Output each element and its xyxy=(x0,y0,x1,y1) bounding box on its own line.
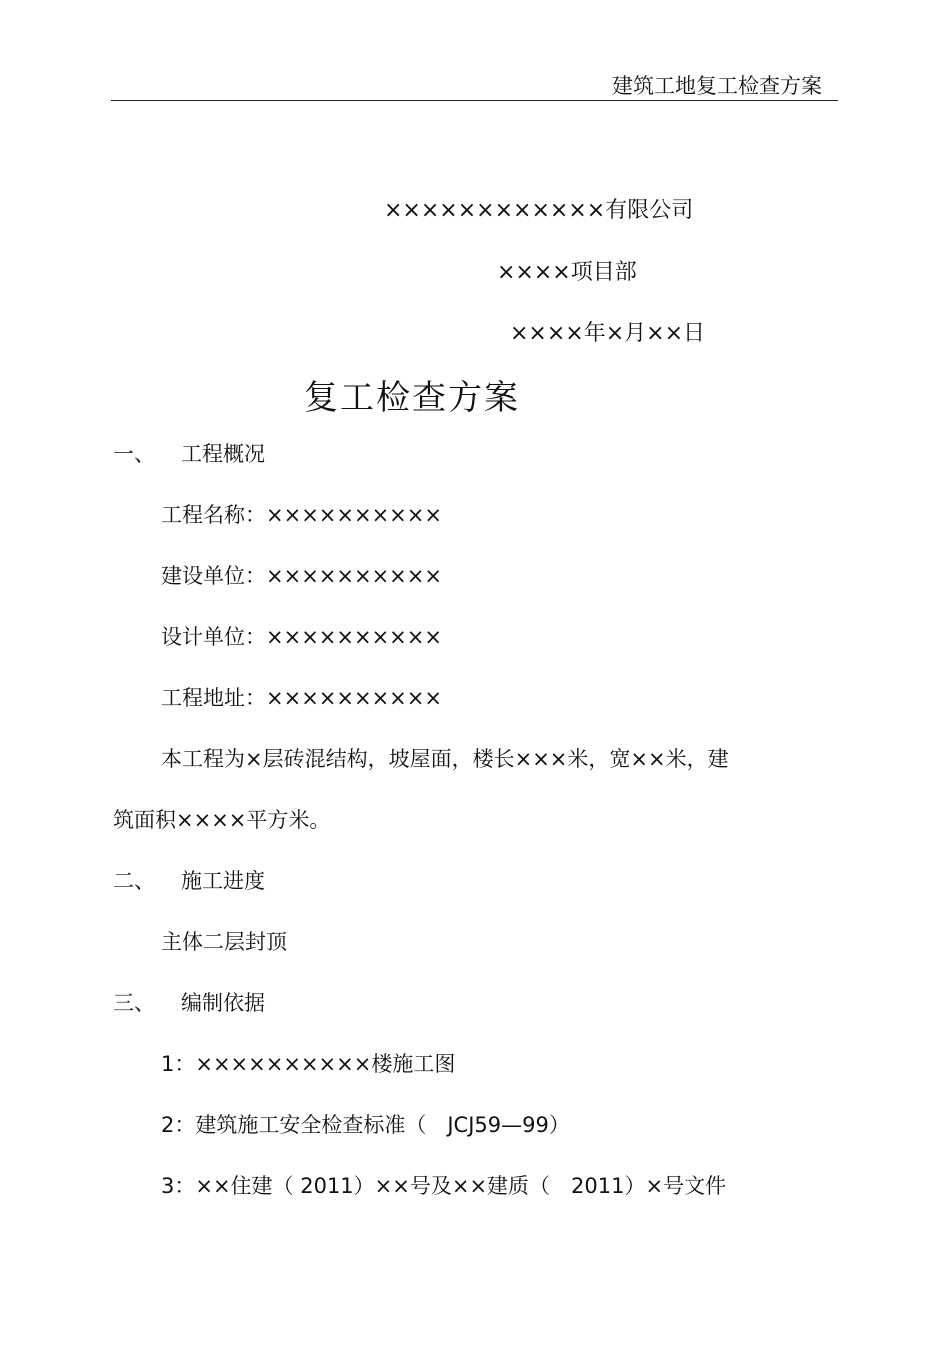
list-item: 1：××××××××××楼施工图 xyxy=(161,1052,456,1076)
list-item: 2：建筑施工安全检查标准（ JCJ59—99） xyxy=(161,1113,570,1137)
list-item: 工程地址：×××××××××× xyxy=(161,686,442,710)
section-number: 一、 xyxy=(113,442,155,466)
section-heading xyxy=(113,987,265,1017)
list-item: 主体二层封顶 xyxy=(161,930,287,954)
header-divider xyxy=(111,100,838,101)
section-number: 二、 xyxy=(113,869,155,893)
list-item: 设计单位：×××××××××× xyxy=(161,625,442,649)
list-item: 3：××住建（ 2011）××号及××建质（ 2011）×号文件 xyxy=(161,1174,727,1198)
section-heading xyxy=(113,865,265,895)
document-date: ××××年×月××日 xyxy=(510,321,706,346)
section-title: 编制依据 xyxy=(181,991,265,1015)
company-name: ××××××××××××有限公司 xyxy=(384,198,694,223)
page-header-title: 建筑工地复工检查方案 xyxy=(612,74,822,98)
paragraph-line: 本工程为×层砖混结构，坡屋面，楼长×××米，宽××米，建 xyxy=(161,747,729,771)
project-department: ××××项目部 xyxy=(497,260,637,285)
section-number: 三、 xyxy=(113,991,155,1015)
section-heading xyxy=(113,438,265,468)
list-item: 建设单位：×××××××××× xyxy=(161,564,442,588)
section-title: 工程概况 xyxy=(181,442,265,466)
section-title: 施工进度 xyxy=(181,869,265,893)
paragraph-line: 筑面积××××平方米。 xyxy=(113,808,331,832)
list-item: 工程名称：×××××××××× xyxy=(161,503,442,527)
document-title: 复工检查方案 xyxy=(304,378,520,418)
